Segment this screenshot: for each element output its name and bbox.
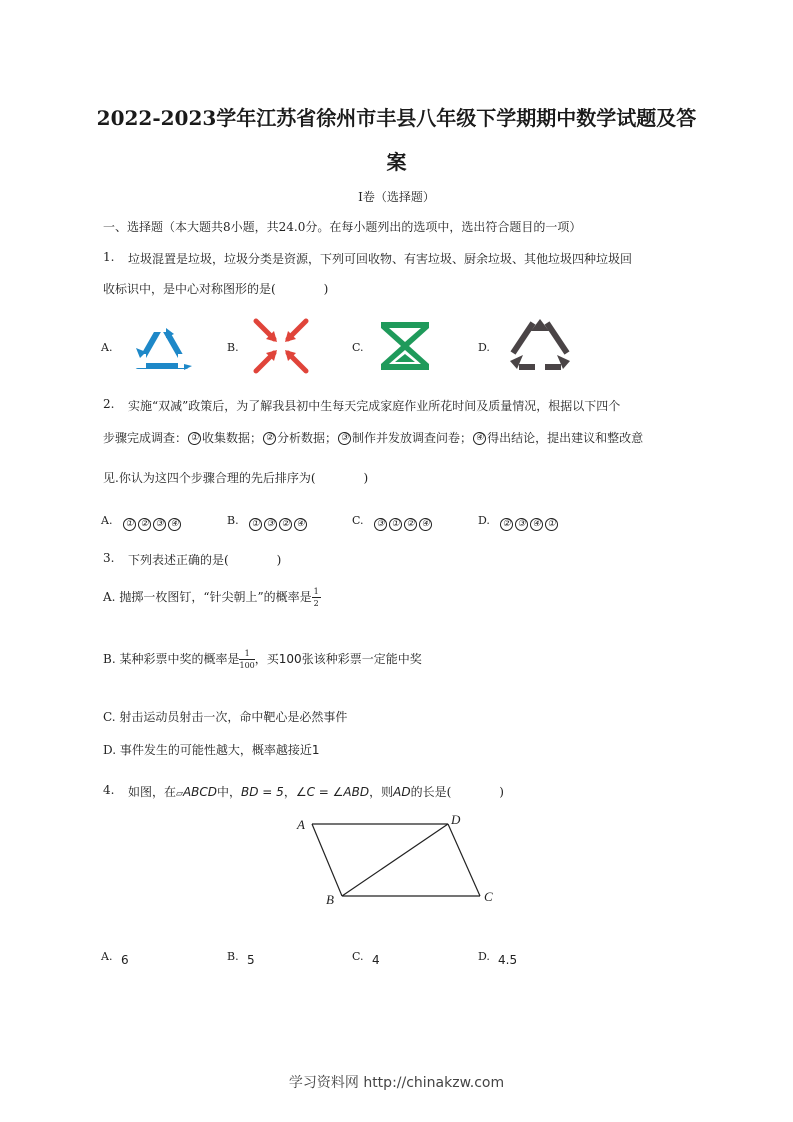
q2-c-step: ② xyxy=(404,518,417,531)
q2-c-step: ① xyxy=(389,518,402,531)
q2-d-step: ① xyxy=(545,518,558,531)
q1-stem-line1: 垃圾混置是垃圾，垃圾分类是资源，下列可回收物、有害垃圾、厨余垃圾、其他垃圾四种垃圾回 xyxy=(128,252,633,266)
q2-option-b-label: B. xyxy=(227,514,239,527)
q4-option-d-value: 4.5 xyxy=(498,953,518,967)
q4-stem-part2: 中， xyxy=(217,785,242,799)
q2-step-marker-3: ③ xyxy=(338,432,351,445)
q3-option-b-label: B. xyxy=(103,652,116,666)
q3-option-d-value: 1 xyxy=(311,743,320,757)
q4-option-a-value: 6 xyxy=(121,953,129,967)
q4-option-b-label: B. xyxy=(227,950,239,963)
q2-c-step: ③ xyxy=(374,518,387,531)
q1-option-b-label: B. xyxy=(227,341,239,354)
q3-a-denominator: 2 xyxy=(313,599,319,608)
q2-d-step: ② xyxy=(500,518,513,531)
q3-option-b-fraction xyxy=(239,648,254,671)
q4-number: 4. xyxy=(103,783,115,797)
parallelogram-figure xyxy=(290,808,500,910)
q4-ad: AD xyxy=(393,785,411,799)
q2-step-marker-2: ② xyxy=(263,432,276,445)
q4-bd-expression: BD = 5 xyxy=(241,785,284,799)
q3-stem: 下列表述正确的是( ) xyxy=(128,553,282,567)
q1-option-a-label: A. xyxy=(101,341,113,354)
edge-dc xyxy=(448,824,480,896)
q3-option-b-value: 100 xyxy=(278,652,302,666)
q2-option-d xyxy=(499,514,559,533)
q4-option-b-value: 5 xyxy=(247,953,255,967)
kitchen-waste-icon xyxy=(377,318,433,374)
q2-b-step: ③ xyxy=(264,518,277,531)
q2-c-step: ④ xyxy=(419,518,432,531)
q2-stem-line1: 实施“双减”政策后，为了解我县初中生每天完成家庭作业所花时间及质量情况，根据以下四个 xyxy=(128,399,621,413)
q2-d-step: ③ xyxy=(515,518,528,531)
q3-option-a-text: 抛掷一枚图钉，“针尖朝上”的概率是 xyxy=(119,590,312,604)
q3-option-a-fraction xyxy=(312,586,321,609)
q2-a-step: ② xyxy=(138,518,151,531)
document-title-line2: 案 xyxy=(386,150,407,174)
q3-b-numerator: 1 xyxy=(239,648,254,660)
q2-a-step: ③ xyxy=(153,518,166,531)
vertex-d-label: D xyxy=(451,812,461,827)
section-heading: I卷（选择题） xyxy=(358,190,435,204)
q2-b-step: ④ xyxy=(294,518,307,531)
q4-stem-part3: ， xyxy=(283,785,296,799)
q3-option-c-text: 射击运动员射击一次，命中靶心是必然事件 xyxy=(119,710,348,724)
q3-option-b-text3: 张该种彩票一定能中奖 xyxy=(301,652,422,666)
q2-a-step: ① xyxy=(123,518,136,531)
q3-option-a-label: A. xyxy=(103,590,116,604)
q2-step-text-1: 收集数据； xyxy=(202,431,263,445)
q4-option-d-label: D. xyxy=(478,950,490,963)
recycle-icon xyxy=(126,318,198,374)
q1-number: 1. xyxy=(103,250,115,264)
q4-abcd: ABCD xyxy=(182,785,217,799)
q2-step-text-2: 分析数据； xyxy=(277,431,338,445)
q2-option-b xyxy=(248,514,308,533)
q3-option-b xyxy=(103,648,422,671)
q2-b-step: ① xyxy=(249,518,262,531)
q3-option-d-label: D. xyxy=(103,743,117,757)
q2-step-text-4: 得出结论，提出建议和整改意 xyxy=(487,431,644,445)
q2-stem-line3: 见.你认为这四个步骤合理的先后排序为( ) xyxy=(103,471,369,485)
q4-stem-part1: 如图，在 xyxy=(128,785,177,799)
parallelogram-symbol: ▱ xyxy=(176,789,183,799)
vertex-c-label: C xyxy=(484,889,493,904)
vertex-b-label: B xyxy=(326,892,334,907)
part-heading: 一、选择题（本大题共8小题，共24.0分。在每小题列出的选项中，选出符合题目的一项） xyxy=(103,220,582,234)
q2-step-marker-4: ④ xyxy=(473,432,486,445)
other-waste-icon xyxy=(505,315,575,375)
hazardous-waste-icon xyxy=(250,315,312,377)
q1-option-d-label: D. xyxy=(478,341,490,354)
q2-option-c xyxy=(373,514,433,533)
q3-a-numerator: 1 xyxy=(313,587,319,596)
q3-b-denominator: 100 xyxy=(239,661,255,670)
q4-option-a-label: A. xyxy=(101,950,113,963)
q3-option-c-label: C. xyxy=(103,710,116,724)
q2-option-c-label: C. xyxy=(352,514,364,527)
q3-option-d-text: 事件发生的可能性越大，概率越接近 xyxy=(119,743,312,757)
q4-stem-part5: 的长是( ) xyxy=(410,785,504,799)
q4-angle-expression: ∠C = ∠ABD xyxy=(295,785,370,799)
diagonal-bd xyxy=(342,824,448,896)
q3-number: 3. xyxy=(103,551,115,565)
footer-watermark: 学习资料网 http://chinakzw.com xyxy=(288,1075,505,1091)
q2-step-marker-1: ① xyxy=(188,432,201,445)
q4-stem xyxy=(128,783,504,800)
q1-option-c-label: C. xyxy=(352,341,364,354)
q2-a-step: ④ xyxy=(168,518,181,531)
q3-option-a xyxy=(103,586,321,609)
q3-option-b-text1: 某种彩票中奖的概率是 xyxy=(119,652,240,666)
vertex-a-label: A xyxy=(297,817,305,832)
q2-number: 2. xyxy=(103,397,115,411)
q3-option-b-text2: ，买 xyxy=(254,652,279,666)
document-title-line1: 2022-2023学年江苏省徐州市丰县八年级下学期期中数学试题及答 xyxy=(96,106,697,130)
q2-option-a xyxy=(122,514,182,533)
q2-option-a-label: A. xyxy=(101,514,113,527)
q4-option-c-label: C. xyxy=(352,950,364,963)
q2-step-text-3: 制作并发放调查问卷； xyxy=(352,431,473,445)
q3-option-c xyxy=(103,708,347,725)
q1-stem-line2: 收标识中，是中心对称图形的是( ) xyxy=(103,282,329,296)
q2-d-step: ④ xyxy=(530,518,543,531)
q3-option-d xyxy=(103,741,320,758)
edge-ba xyxy=(312,824,342,896)
q4-stem-part4: ，则 xyxy=(369,785,394,799)
q2-option-d-label: D. xyxy=(478,514,490,527)
q2-b-step: ② xyxy=(279,518,292,531)
q4-option-c-value: 4 xyxy=(372,953,380,967)
q2-step-prefix: 步骤完成调查： xyxy=(103,431,188,445)
q2-stem-line2 xyxy=(103,429,643,446)
